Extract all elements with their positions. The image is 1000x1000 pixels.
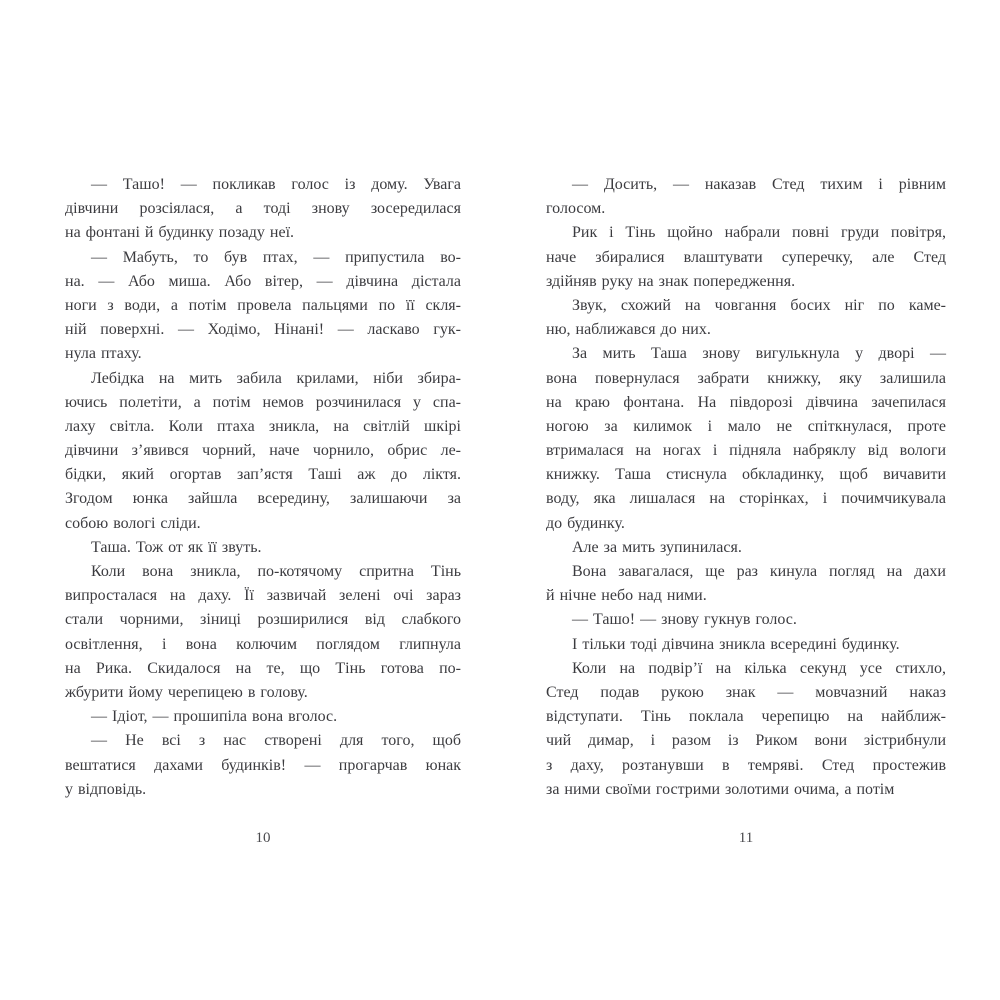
text-line: вона повернулася забрати книжку, яку залишила [546, 369, 946, 387]
paragraph [65, 536, 461, 560]
text-line: собою вологі сліди. [65, 514, 201, 532]
text-line: дівчини розсіялася, а тоді знову зосередилася [65, 200, 461, 218]
text-line: жбурити йому черепицею в голову. [65, 683, 308, 701]
text-line: стали чорними, зіниці розширилися від слабкого [65, 611, 461, 629]
text-line: воду, яка лишалася на сторінках, і почимчикувала [546, 490, 946, 508]
text-line: ню, наближався до них. [546, 321, 711, 339]
paragraph [546, 536, 946, 560]
paragraph [546, 342, 946, 536]
page-left-text [65, 173, 461, 802]
paragraph [546, 173, 946, 221]
text-line: з даху, розтанувши в темряві. Стед простежив [546, 756, 946, 774]
text-line: Згодом юнка зайшла всередину, залишаючи за [65, 490, 461, 508]
text-line: Вона завагалася, ще раз кинула погляд на дахи [572, 563, 946, 580]
text-line: й нічне небо над ними. [546, 587, 707, 605]
text-line: — Ідіот, — прошипіла вона вголос. [91, 708, 338, 726]
text-line: на фонтані й будинку позаду неї. [65, 224, 295, 242]
text-line: ючись полетіти, а потім немов розчинилася у спа- [65, 393, 461, 411]
text-line: — Ташо! — покликав голос із дому. Увага [91, 176, 461, 193]
text-line: — Мабуть, то був птах, — припустила во- [91, 248, 461, 266]
paragraph [65, 173, 461, 246]
text-line: здійняв руку на знак попередження. [546, 272, 796, 290]
text-line: до будинку. [546, 514, 625, 532]
text-line: За мить Таша знову вигулькнула у дворі — [572, 345, 946, 363]
paragraph [546, 608, 946, 632]
text-line: наче збиралися влаштувати суперечку, але Стед [546, 248, 946, 266]
text-line: дівчини з’явився чорний, наче чорнило, обрис ле- [65, 442, 461, 460]
paragraph [546, 294, 946, 342]
text-line: ноги з води, а потім провела пальцями по її скля- [65, 296, 461, 314]
text-line: на Рика. Скидалося на те, що Тінь готова по- [65, 659, 461, 677]
text-line: ногою за килимок і мало не спіткнулася, проте [546, 417, 946, 435]
text-line: за ними своїми гострими золотими очима, а потім [546, 780, 895, 798]
text-line: І тільки тоді дівчина зникла всередині будинку. [572, 635, 900, 653]
paragraph [65, 729, 461, 802]
text-line: — Не всі з нас створені для того, щоб [91, 732, 461, 750]
text-line: Звук, схожий на човгання босих ніг по каме- [572, 296, 946, 314]
paragraph [65, 246, 461, 367]
text-line: вештатися дахами будинків! — прогарчав юнак [65, 756, 461, 774]
text-line: — Ташо! — знову гукнув голос. [572, 611, 797, 629]
page-left [65, 173, 461, 873]
paragraph [546, 221, 946, 294]
text-line: Рик і Тінь щойно набрали повні груди повітря, [572, 224, 946, 242]
page-right [546, 173, 946, 873]
text-line: Коли на подвір’ї на кілька секунд усе стихло, [572, 659, 946, 677]
text-line: Коли вона зникла, по-котячому спритна Тінь [91, 563, 461, 580]
text-line: чий димар, і разом із Риком вони зістрибнули [546, 732, 946, 750]
text-line: нула птаху. [65, 345, 142, 363]
page-number-left: 10 [255, 830, 271, 846]
text-line: освітлення, і вона колючим поглядом глипнула [65, 635, 461, 653]
paragraph [65, 560, 461, 705]
text-line: Але за мить зупинилася. [572, 538, 742, 556]
text-line: ній поверхні. — Ходімо, Нінані! — ласкаво гук- [65, 321, 461, 339]
text-line: лаху світла. Коли птаха зникла, на світлій шкірі [65, 417, 461, 435]
text-line: — Досить, — наказав Стед тихим і рівним [572, 176, 946, 193]
text-line: бідки, який огортав зап’ястя Таші аж до ліктя. [65, 466, 461, 484]
text-line: Лебідка на мить забила крилами, ніби збира- [91, 369, 461, 387]
text-line: у відповідь. [65, 780, 147, 798]
page-right-text [546, 173, 946, 802]
text-line: випросталася на даху. Її зазвичай зелені очі зараз [65, 587, 461, 605]
text-line: відступати. Тінь поклала черепицю на найближ- [546, 708, 946, 726]
paragraph [546, 633, 946, 657]
text-line: втрималася на ногах і підняла набряклу від вологи [546, 442, 946, 460]
paragraph [65, 705, 461, 729]
text-line: на. — Або миша. Або вітер, — дівчина дістала [65, 272, 461, 290]
text-line: на краю фонтана. На півдорозі дівчина зачепилася [546, 393, 946, 411]
paragraph [546, 560, 946, 608]
page-number-right: 11 [738, 830, 754, 846]
paragraph [546, 657, 946, 802]
text-line: Стед подав рукою знак — мовчазний наказ [546, 683, 946, 701]
text-line: книжку. Таша стиснула обкладинку, щоб вичавити [546, 466, 946, 484]
paragraph [65, 367, 461, 536]
text-line: голосом. [546, 200, 606, 218]
text-line: Таша. Тож от як її звуть. [91, 538, 262, 556]
